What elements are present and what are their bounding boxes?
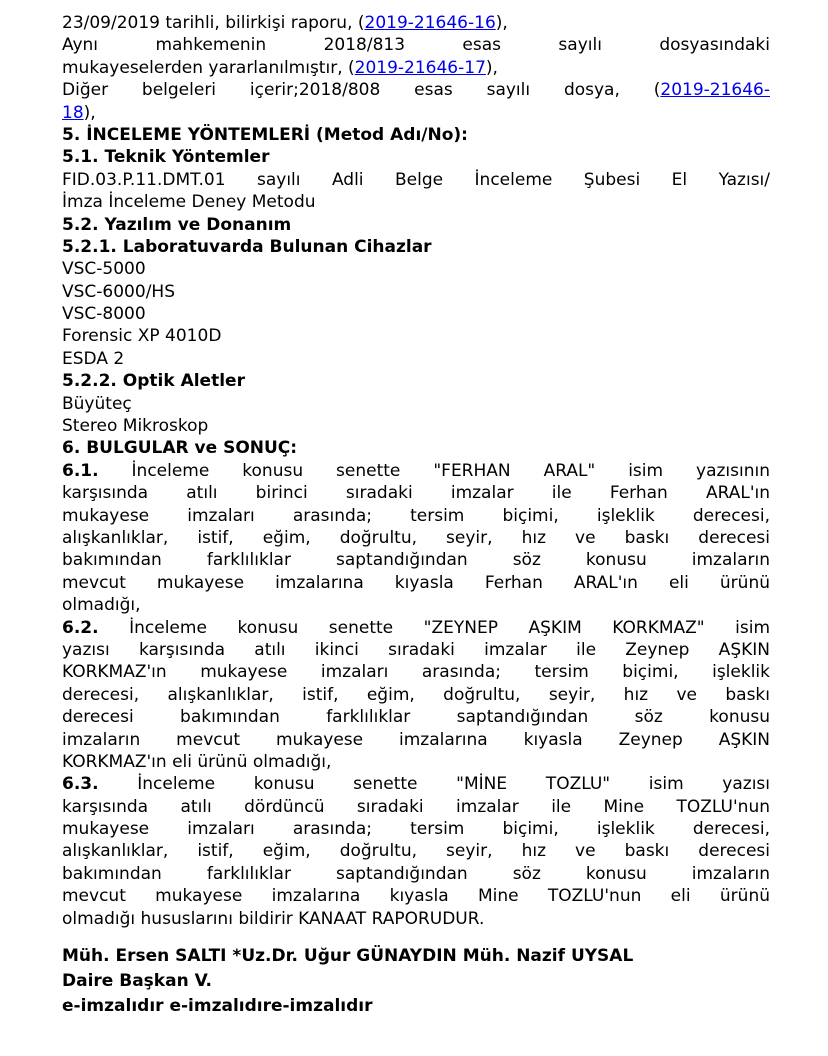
text-line bbox=[62, 102, 770, 124]
text-line bbox=[62, 994, 770, 1019]
text-line bbox=[62, 505, 770, 527]
text-line bbox=[62, 572, 770, 594]
text-run: İnceleme konusu senette "FERHAN ARAL" isim yazısının bbox=[98, 460, 770, 481]
heading-5-2-2-optik-aletler bbox=[62, 370, 770, 392]
heading-5-2-1-laboratuvar-cihazlari bbox=[62, 236, 770, 258]
paragraph-case-2018-813 bbox=[62, 34, 770, 79]
text-line bbox=[62, 594, 770, 616]
heading-6-bulgular-ve-sonuc bbox=[62, 437, 770, 459]
text-line bbox=[62, 303, 770, 325]
text-run: olmadığı hususlarını bildirir KANAAT RAPORUDUR. bbox=[62, 908, 485, 929]
text-line bbox=[62, 348, 770, 370]
text-line bbox=[62, 706, 770, 728]
text-line bbox=[62, 437, 770, 459]
text-run: ESDA 2 bbox=[62, 348, 125, 369]
bold-text: 5.2. Yazılım ve Donanım bbox=[62, 214, 292, 235]
text-line bbox=[62, 617, 770, 639]
bold-text: 6.2. bbox=[62, 617, 99, 638]
text-line bbox=[62, 415, 770, 437]
text-line bbox=[62, 57, 770, 79]
text-run: mevcut mukayese imzalarına kıyasla Ferhan ARAL'ın eli ürünü bbox=[62, 572, 770, 593]
text-line bbox=[62, 236, 770, 258]
bold-text: 5.1. Teknik Yöntemler bbox=[62, 147, 270, 168]
text-run: KORKMAZ'ın mukayese imzaları arasında; tersim biçimi, işleklik bbox=[62, 662, 770, 683]
text-run: İmza İnceleme Deney Metodu bbox=[62, 192, 316, 213]
text-line bbox=[62, 639, 770, 661]
device-forensic-xp-4010d bbox=[62, 325, 770, 347]
text-run: alışkanlıklar, istif, eğim, doğrultu, seyir, hız ve baskı derecesi bbox=[62, 841, 770, 862]
text-line bbox=[62, 944, 770, 969]
bold-text: e-imzalıdır e-imzalıdıre-imzalıdır bbox=[62, 996, 373, 1017]
document-reference-link[interactable]: 18 bbox=[62, 102, 84, 123]
optik-buyutec bbox=[62, 393, 770, 415]
text-line bbox=[62, 796, 770, 818]
bold-text: 5. İNCELEME YÖNTEMLERİ (Metod Adı/No): bbox=[62, 124, 468, 145]
text-line bbox=[62, 79, 770, 101]
text-run: ), bbox=[83, 102, 96, 123]
device-vsc-5000 bbox=[62, 258, 770, 280]
text-line bbox=[62, 124, 770, 146]
heading-5-1-teknik-yontemler bbox=[62, 146, 770, 168]
text-line bbox=[62, 370, 770, 392]
heading-5-inceleme-yontemleri bbox=[62, 124, 770, 146]
text-run: ), bbox=[485, 57, 498, 78]
text-line bbox=[62, 169, 770, 191]
paragraph-method bbox=[62, 169, 770, 214]
text-run: yazısı karşısında atılı ikinci sıradaki imzalar ile Zeynep AŞKIN bbox=[62, 639, 770, 660]
text-run: karşısında atılı birinci sıradaki imzalar ile Ferhan ARAL'ın bbox=[62, 483, 770, 504]
text-run: mukayese imzaları arasında; tersim biçimi, işleklik derecesi, bbox=[62, 505, 770, 526]
document-reference-link[interactable]: 2019-21646-16 bbox=[364, 13, 496, 33]
signature-block bbox=[62, 944, 770, 1019]
text-run: KORKMAZ'ın eli ürünü olmadığı, bbox=[62, 751, 332, 772]
text-run: Diğer belgeleri içerir;2018/808 esas sayılı dosya, ( bbox=[62, 80, 661, 101]
text-run: olmadığı, bbox=[62, 595, 141, 616]
text-run: VSC-8000 bbox=[62, 304, 146, 325]
text-run: Stereo Mikroskop bbox=[62, 416, 209, 437]
text-run: Büyüteç bbox=[62, 393, 132, 414]
text-run: mukayeselerden yararlanılmıştır, ( bbox=[62, 57, 355, 78]
optik-stereo-mikroskop bbox=[62, 415, 770, 437]
text-line bbox=[62, 527, 770, 549]
paragraph-6-3 bbox=[62, 773, 770, 930]
text-line bbox=[62, 818, 770, 840]
text-line bbox=[62, 325, 770, 347]
text-line bbox=[62, 549, 770, 571]
bold-text: Müh. Ersen SALTI *Uz.Dr. Uğur GÜNAYDIN Müh. Nazif UYSAL bbox=[62, 946, 634, 967]
bold-text: 5.2.2. Optik Aletler bbox=[62, 371, 245, 392]
text-line bbox=[62, 146, 770, 168]
text-line bbox=[62, 751, 770, 773]
document-reference-link[interactable]: 2019-21646-17 bbox=[354, 57, 486, 78]
paragraph-6-2 bbox=[62, 617, 770, 774]
heading-5-2-yazilim-ve-donanim bbox=[62, 214, 770, 236]
text-line bbox=[62, 729, 770, 751]
text-line bbox=[62, 482, 770, 504]
device-esda-2 bbox=[62, 348, 770, 370]
text-line bbox=[62, 393, 770, 415]
text-run: İnceleme konusu senette "MİNE TOZLU" isim yazısı bbox=[98, 774, 770, 795]
text-run: imzaların mevcut mukayese imzalarına kıyasla Zeynep AŞKIN bbox=[62, 729, 770, 750]
text-line bbox=[62, 214, 770, 236]
device-vsc-8000 bbox=[62, 303, 770, 325]
text-run: mevcut mukayese imzalarına kıyasla Mine TOZLU'nun eli ürünü bbox=[62, 886, 770, 907]
bold-text: 6.3. bbox=[62, 774, 99, 795]
text-line bbox=[62, 684, 770, 706]
text-line bbox=[62, 258, 770, 280]
text-line bbox=[62, 12, 770, 34]
text-run: derecesi, alışkanlıklar, istif, eğim, doğrultu, seyir, hız ve baskı bbox=[62, 684, 770, 705]
text-line bbox=[62, 661, 770, 683]
text-line bbox=[62, 908, 770, 930]
text-run: ), bbox=[495, 13, 508, 33]
text-line bbox=[62, 863, 770, 885]
text-run: alışkanlıklar, istif, eğim, doğrultu, seyir, hız ve baskı derecesi bbox=[62, 527, 770, 548]
bold-text: Daire Başkan V. bbox=[62, 971, 213, 992]
text-run: Forensic XP 4010D bbox=[62, 326, 222, 347]
text-line bbox=[62, 460, 770, 482]
paragraph-6-1 bbox=[62, 460, 770, 617]
text-run: VSC-5000 bbox=[62, 259, 146, 280]
text-line bbox=[62, 969, 770, 994]
text-line bbox=[62, 191, 770, 213]
bold-text: 6. BULGULAR ve SONUÇ: bbox=[62, 438, 298, 459]
bold-text: 5.2.1. Laboratuvarda Bulunan Cihazlar bbox=[62, 236, 432, 257]
bold-text: 6.1. bbox=[62, 460, 99, 481]
text-line bbox=[62, 885, 770, 907]
document-reference-link[interactable]: 2019-21646- bbox=[660, 80, 770, 101]
text-run: bakımından farklılıklar saptandığından söz konusu imzaların bbox=[62, 863, 770, 884]
text-run: FID.03.P.11.DMT.01 sayılı Adli Belge İnceleme Şubesi El Yazısı/ bbox=[62, 169, 770, 190]
text-line bbox=[62, 840, 770, 862]
text-run: 23/09/2019 tarihli, bilirkişi raporu, ( bbox=[62, 13, 365, 33]
blank-gap bbox=[62, 930, 770, 944]
text-run: derecesi bakımından farklılıklar saptandığından söz konusu bbox=[62, 707, 770, 728]
text-run: bakımından farklılıklar saptandığından söz konusu imzaların bbox=[62, 550, 770, 571]
text-run: karşısında atılı dördüncü sıradaki imzalar ile Mine TOZLU'nun bbox=[62, 796, 770, 817]
text-line bbox=[62, 281, 770, 303]
text-run: İnceleme konusu senette "ZEYNEP AŞKIM KORKMAZ" isim bbox=[98, 617, 770, 638]
text-run: Aynı mahkemenin 2018/813 esas sayılı dosyasındaki bbox=[62, 35, 770, 56]
text-run: mukayese imzaları arasında; tersim biçimi, işleklik derecesi, bbox=[62, 819, 770, 840]
device-vsc-6000-hs bbox=[62, 281, 770, 303]
text-line bbox=[62, 773, 770, 795]
text-line bbox=[62, 34, 770, 56]
paragraph-report-ref bbox=[62, 12, 770, 34]
paragraph-other-docs bbox=[62, 79, 770, 124]
text-run: VSC-6000/HS bbox=[62, 281, 175, 302]
